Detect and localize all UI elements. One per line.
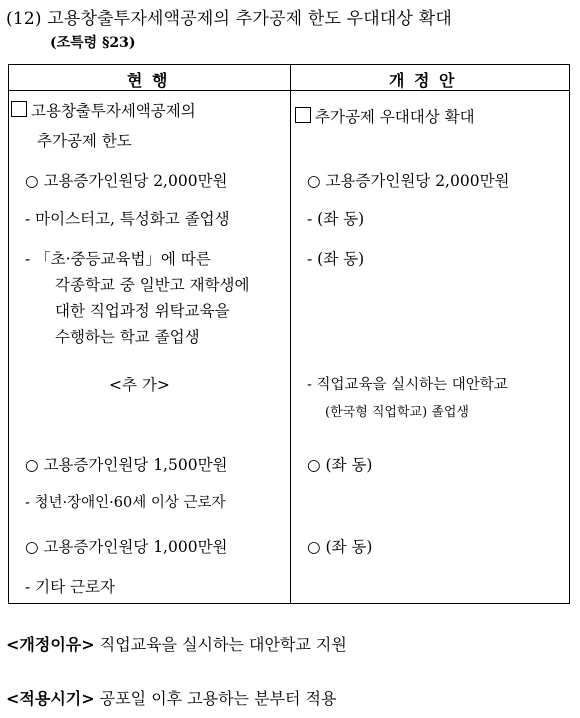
effective-label: <적용시기>: [6, 689, 95, 708]
right-item1: ○ 고용증가인원당 2,000만원: [307, 172, 510, 190]
header-revised: 개 정 안: [389, 71, 457, 90]
section-title: (12) 고용창출투자세액공제의 추가공제 한도 우대대상 확대: [6, 9, 453, 29]
right-item1-sub2: - (좌 동): [307, 250, 365, 268]
comparison-table: [8, 64, 570, 604]
right-added-line1: - 직업교육을 실시하는 대안학교: [307, 377, 508, 393]
column-divider: [290, 65, 291, 603]
left-item1-sub2-line4: 수행하는 학교 졸업생: [55, 328, 200, 346]
reason-label: <개정이유>: [6, 635, 95, 654]
left-box-line1: 고용창출투자세액공제의: [11, 97, 196, 125]
left-box-line2: 추가공제 한도: [37, 132, 132, 150]
left-item1-sub1: - 마이스터고, 특성화고 졸업생: [25, 210, 230, 228]
right-item3: ○ (좌 동): [307, 538, 373, 556]
left-item1-sub2-line2: 각종학교 중 일반고 재학생에: [55, 276, 250, 294]
left-added: <추 가>: [109, 376, 170, 394]
header-current: 현 행: [127, 71, 170, 90]
left-item1-sub2-line3: 대한 직업과정 위탁교육을: [55, 302, 230, 320]
section-subtitle: (조특령 §23): [50, 35, 136, 51]
left-item3-sub: - 기타 근로자: [25, 578, 115, 596]
effective-text: 공포일 이후 고용하는 분부터 적용: [99, 689, 337, 708]
left-item1-sub2-line1: - 「초·중등교육법」에 따른: [25, 250, 211, 268]
left-item1: ○ 고용증가인원당 2,000만원: [25, 172, 228, 190]
left-item3: ○ 고용증가인원당 1,000만원: [25, 538, 228, 556]
right-box-line: 추가공제 우대대상 확대: [295, 103, 475, 131]
reason-text: 직업교육을 실시하는 대안학교 지원: [99, 635, 347, 654]
checkbox-icon: [295, 107, 311, 123]
left-item2: ○ 고용증가인원당 1,500만원: [25, 456, 228, 474]
left-item2-sub: - 청년·장애인·60세 이상 근로자: [25, 495, 226, 511]
reason-line: [6, 632, 347, 655]
header-divider: [9, 90, 569, 91]
checkbox-icon: [11, 101, 27, 117]
effective-line: [6, 686, 336, 709]
right-item2: ○ (좌 동): [307, 456, 373, 474]
right-added-line2: (한국형 직업학교) 졸업생: [325, 405, 469, 420]
right-item1-sub1: - (좌 동): [307, 210, 365, 228]
